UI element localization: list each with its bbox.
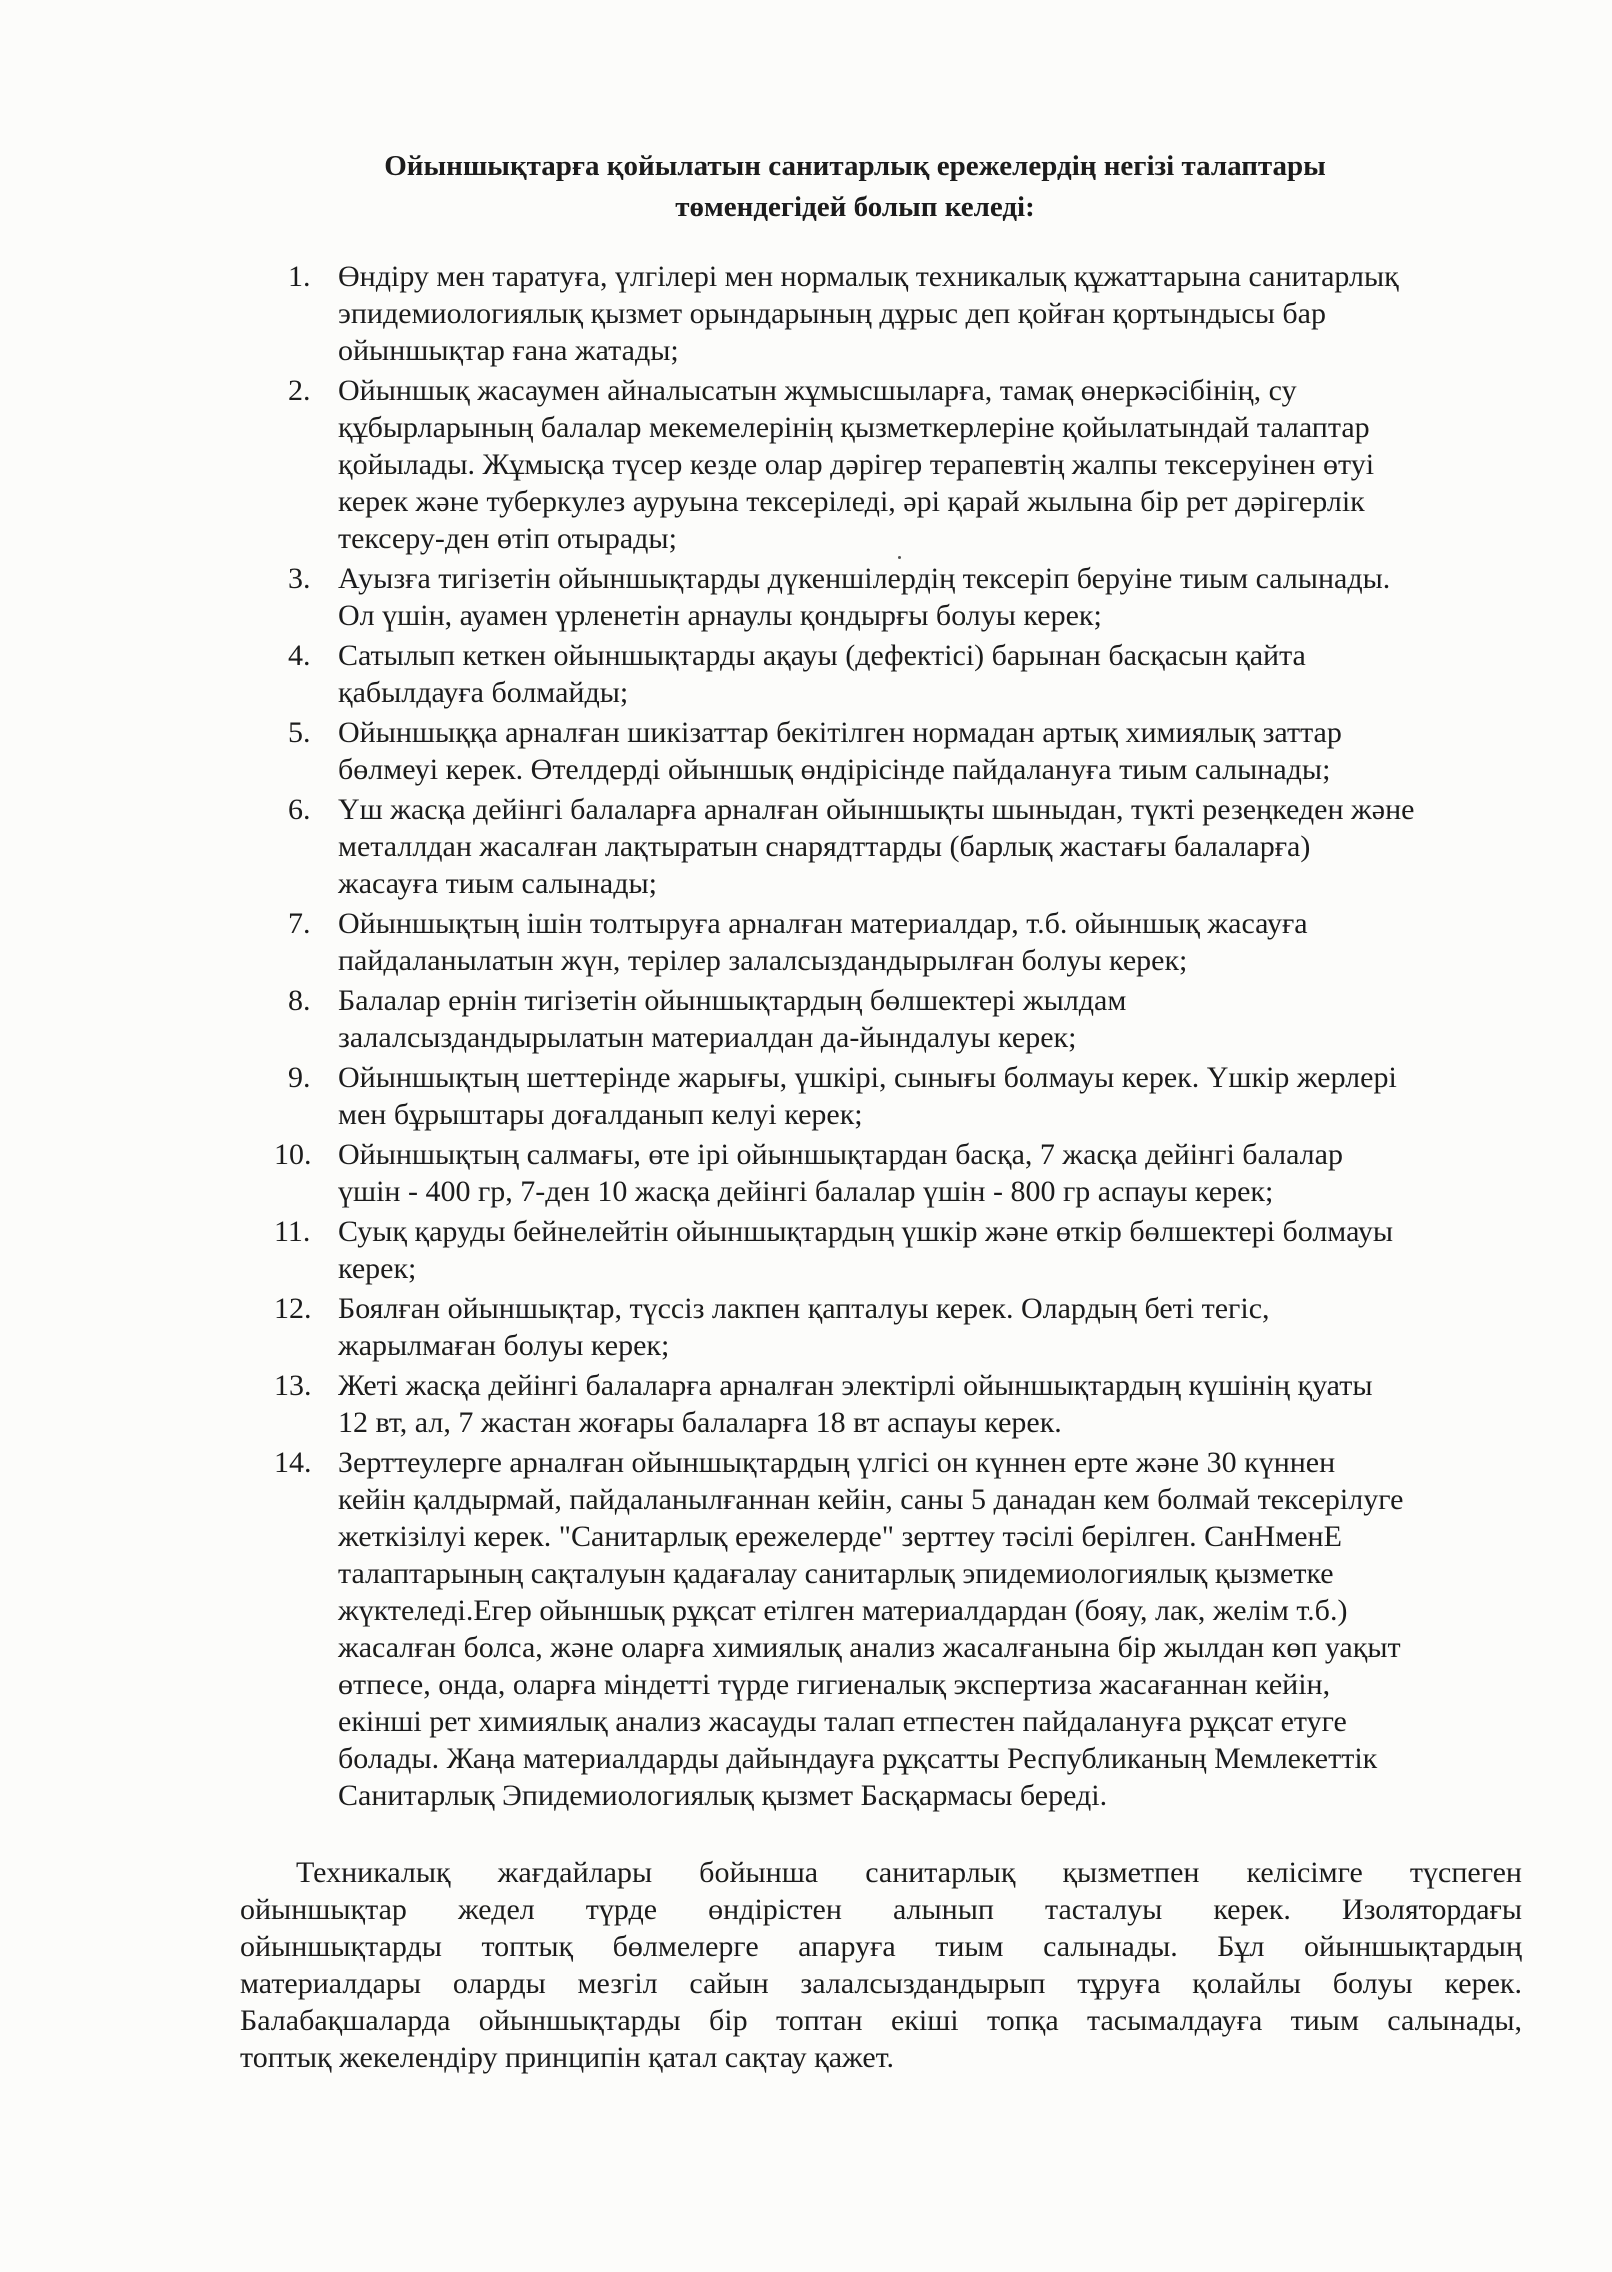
list-item-text-line: қойылады. Жұмысқа түсер кезде олар дәрігер терапевтің жалпы тексеруінен өтуі xyxy=(338,448,1375,481)
list-item xyxy=(276,714,1516,788)
list-item xyxy=(276,1136,1516,1210)
list-item-text-line: қабылдауға болмайды; xyxy=(338,676,629,709)
list-item xyxy=(276,1444,1516,1814)
list-item xyxy=(276,637,1516,711)
list-item-text-line: мен бұрыштары доғалданып келуі керек; xyxy=(338,1098,863,1131)
list-item-number: 12. xyxy=(274,1292,312,1325)
closing-text-line: ойыншықтарды топтық бөлмелерге апаруға тиым салынады. Бұл ойыншықтардың xyxy=(240,1930,1522,1963)
list-item-text-line: тексеру-ден өтіп отырады; xyxy=(338,522,677,555)
list-item-text-line: болады. Жаңа материалдарды дайындауға рұқсатты Республиканың Мемлекеттік xyxy=(338,1742,1378,1775)
list-item-number: 5. xyxy=(288,716,311,749)
list-item xyxy=(276,982,1516,1056)
closing-text-line: Балабақшаларда ойыншықтарды бір топтан екіші топқа тасымалдауға тиым салынады, xyxy=(240,2004,1522,2037)
scan-speck xyxy=(898,556,901,559)
list-item-text-line: Зерттеулерге арналған ойыншықтардың үлгісі он күннен ерте және 30 күннен xyxy=(338,1446,1336,1479)
list-item-text-line: Санитарлық Эпидемиологиялық қызмет Басқармасы береді. xyxy=(338,1779,1108,1812)
closing-text-line: материалдары оларды мезгіл сайын залалсыздандырып тұруға қолайлы болуы керек. xyxy=(240,1967,1522,2000)
list-item-text-line: ойыншықтар ғана жатады; xyxy=(338,334,679,367)
list-item-text-line: керек; xyxy=(338,1252,417,1285)
list-item-number: 3. xyxy=(288,562,311,595)
list-item-number: 11. xyxy=(274,1215,311,1248)
list-item-text-line: бөлмеуі керек. Өтелдерді ойыншық өндірісінде пайдалануға тиым салынады; xyxy=(338,753,1331,786)
title-line: Ойыншықтарға қойылатын санитарлық ережелердің негізі талаптары xyxy=(384,150,1326,182)
list-item-number: 9. xyxy=(288,1061,311,1094)
closing-text-line: ойыншықтар жедел түрде өндірістен алынып тасталуы керек. Изолятордағы xyxy=(240,1893,1522,1926)
list-item-text-line: жеткізілуі керек. "Санитарлық ережелерде" зерттеу тәсілі берілген. СанНменЕ xyxy=(338,1520,1342,1553)
list-item-text-line: Ойыншық жасаумен айналысатын жұмысшыларға, тамақ өнеркәсібінің, су xyxy=(338,374,1297,407)
list-item-number: 13. xyxy=(274,1369,312,1402)
list-item-text-line: Балалар ернін тигізетін ойыншықтардың бөлшектері жылдам xyxy=(338,984,1127,1017)
list-item xyxy=(276,258,1516,369)
title-line: төмендегідей болып келеді: xyxy=(675,191,1035,223)
list-item-number: 14. xyxy=(274,1446,312,1479)
list-item xyxy=(276,372,1516,557)
list-item-text-line: 12 вт, ал, 7 жастан жоғары балаларға 18 вт аспауы керек. xyxy=(338,1406,1062,1439)
list-item-text-line: үшін - 400 гр, 7-ден 10 жасқа дейінгі балалар үшін - 800 гр аспауы керек; xyxy=(338,1175,1274,1208)
list-item-text-line: Ауызға тигізетін ойыншықтарды дүкеншілердің тексеріп беруіне тиым салынады. xyxy=(338,562,1391,595)
list-item-text-line: Боялған ойыншықтар, түссіз лакпен қапталуы керек. Олардың беті тегіс, xyxy=(338,1292,1270,1325)
list-item-text-line: пайдаланылатын жүн, терілер залалсыздандырылған болуы керек; xyxy=(338,944,1188,977)
list-item xyxy=(276,1059,1516,1133)
list-item-text-line: Суық қаруды бейнелейтін ойыншықтардың үшкір және өткір бөлшектері болмауы xyxy=(338,1215,1394,1248)
list-item-text-line: залалсыздандырылатын материалдан да-йындалуы керек; xyxy=(338,1021,1077,1054)
list-item-number: 4. xyxy=(288,639,311,672)
document-title xyxy=(240,146,1470,228)
list-item-number: 1. xyxy=(288,260,311,293)
list-item-text-line: Ойыншықтың ішін толтыруға арналған материалдар, т.б. ойыншық жасауға xyxy=(338,907,1308,940)
list-item-text-line: Ойыншықтың салмағы, өте ірі ойыншықтардан басқа, 7 жасқа дейінгі балалар xyxy=(338,1138,1343,1171)
list-item-text-line: Үш жасқа дейінгі балаларға арналған ойыншықты шыныдан, түкті резеңкеден және xyxy=(338,793,1415,826)
requirements-list xyxy=(276,258,1516,1817)
list-item xyxy=(276,905,1516,979)
list-item-text-line: Ол үшін, ауамен үрленетін арнаулы қондырғы болуы керек; xyxy=(338,599,1102,632)
list-item-number: 7. xyxy=(288,907,311,940)
list-item xyxy=(276,1290,1516,1364)
list-item-text-line: жасауға тиым салынады; xyxy=(338,867,657,900)
list-item-text-line: Сатылып кеткен ойыншықтарды ақауы (дефектісі) барынан басқасын қайта xyxy=(338,639,1306,672)
list-item-text-line: жарылмаған болуы керек; xyxy=(338,1329,670,1362)
list-item-text-line: Өндіру мен таратуға, үлгілері мен нормалық техникалық құжаттарына санитарлық xyxy=(338,260,1399,293)
list-item xyxy=(276,791,1516,902)
list-item-text-line: өтпесе, онда, оларға міндетті түрде гигиеналық экспертиза жасағаннан кейін, xyxy=(338,1668,1331,1701)
list-item-text-line: кейін қалдырмай, пайдаланылғаннан кейін, саны 5 данадан кем болмай тексерілуге xyxy=(338,1483,1404,1516)
list-item-text-line: Ойыншықтың шеттерінде жарығы, үшкірі, сынығы болмауы керек. Үшкір жерлері xyxy=(338,1061,1397,1094)
list-item xyxy=(276,560,1516,634)
list-item-text-line: металлдан жасалған лақтыратын снарядттарды (барлық жастағы балаларға) xyxy=(338,830,1311,863)
list-item-text-line: Жеті жасқа дейінгі балаларға арналған электірлі ойыншықтардың күшінің қуаты xyxy=(338,1369,1373,1402)
list-item-text-line: жүктеледі.Егер ойыншық рұқсат етілген материалдардан (бояу, лак, желім т.б.) xyxy=(338,1594,1348,1627)
list-item-text-line: жасалған болса, және оларға химиялық анализ жасалғанына бір жылдан көп уақыт xyxy=(338,1631,1401,1664)
closing-text-line: Техникалық жағдайлары бойынша санитарлық қызметпен келісімге түспеген xyxy=(296,1856,1522,1889)
list-item-text-line: екінші рет химиялық анализ жасауды талап етпестен пайдалануға рұқсат етуге xyxy=(338,1705,1347,1738)
list-item-text-line: керек және туберкулез ауруына тексеріледі, әрі қарай жылына бір рет дәрігерлік xyxy=(338,485,1365,518)
list-item-text-line: эпидемиологиялық қызмет орындарының дұрыс деп қойған қортындысы бар xyxy=(338,297,1326,330)
list-item-number: 6. xyxy=(288,793,311,826)
list-item-text-line: талаптарының сақталуын қадағалау санитарлық эпидемиологиялық қызметке xyxy=(338,1557,1334,1590)
list-item-text-line: Ойыншыққа арналған шикізаттар бекітілген нормадан артық химиялық заттар xyxy=(338,716,1342,749)
list-item-text-line: құбырларының балалар мекемелерінің қызметкерлеріне қойылатындай талаптар xyxy=(338,411,1370,444)
list-item-number: 10. xyxy=(274,1138,312,1171)
closing-text-line: топтық жекелендіру принципін қатал сақтау қажет. xyxy=(240,2041,895,2074)
list-item xyxy=(276,1367,1516,1441)
list-item xyxy=(276,1213,1516,1287)
list-item-number: 8. xyxy=(288,984,311,1017)
list-item-number: 2. xyxy=(288,374,311,407)
closing-paragraph xyxy=(240,1854,1522,2076)
